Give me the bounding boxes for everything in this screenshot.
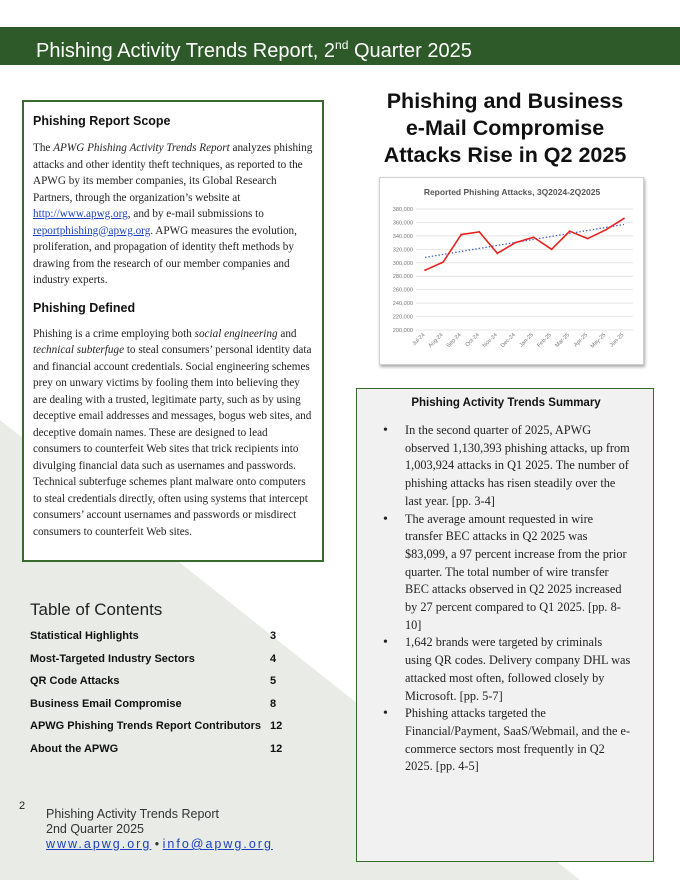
toc-title: Table of Contents bbox=[30, 600, 163, 619]
data-point bbox=[605, 229, 607, 231]
summary-bullet: • 1,642 brands were targeted by criminals using QR codes. Delivery company DHL was attacked most often, followed closely by Microsoft. [pp. 5-7] bbox=[381, 634, 631, 705]
toc-page: 8 bbox=[270, 697, 277, 710]
toc-row[interactable] bbox=[30, 718, 300, 741]
series-line bbox=[425, 218, 624, 270]
toc-label: QR Code Attacks bbox=[30, 675, 120, 688]
chart-title: Reported Phishing Attacks, 3Q2024-2Q2025 bbox=[423, 187, 601, 197]
summary-box bbox=[356, 388, 654, 862]
footer-report-title: Phishing Activity Trends Report bbox=[46, 807, 219, 821]
header-bar bbox=[0, 27, 680, 65]
summary-title: Phishing Activity Trends Summary bbox=[411, 397, 601, 409]
toc-label: Most-Targeted Industry Sectors bbox=[30, 652, 195, 665]
footer-website-link[interactable]: www.apwg.org bbox=[46, 837, 152, 851]
x-tick-label: Jun-25 bbox=[609, 332, 626, 349]
data-point bbox=[587, 238, 589, 240]
y-tick-label: 280,000 bbox=[392, 274, 413, 281]
y-tick-label: 200,000 bbox=[392, 328, 413, 334]
data-point bbox=[496, 252, 498, 254]
y-tick-label: 360,000 bbox=[392, 220, 413, 227]
x-tick-label: Apr-25 bbox=[573, 332, 590, 349]
y-tick-label: 220,000 bbox=[392, 314, 413, 321]
scope-heading: Phishing Report Scope bbox=[33, 114, 171, 128]
main-title bbox=[360, 88, 650, 169]
y-tick-label: 260,000 bbox=[392, 287, 413, 294]
summary-bullet: • The average amount requested in wire transfer BEC attacks in Q2 2025 was $83,099, a 97 percent increase from the prior quarter. The total number of wire transfer BEC attacks observed in Q2 2025 increased by 27 percent compared to Q1 2025. [pp. 8-10] bbox=[381, 511, 631, 635]
toc-page: 5 bbox=[270, 675, 277, 688]
y-tick-label: 300,000 bbox=[392, 260, 413, 267]
data-point bbox=[551, 248, 553, 250]
main-title-line: Phishing and Business bbox=[386, 89, 624, 113]
x-tick-label: Oct-24 bbox=[464, 332, 481, 349]
x-tick-label: Sep-24 bbox=[445, 332, 463, 350]
toc-row[interactable] bbox=[30, 696, 300, 719]
header-title-sup: nd bbox=[335, 38, 349, 52]
data-point bbox=[533, 236, 535, 238]
footer-quarter: 2nd Quarter 2025 bbox=[46, 822, 144, 836]
apwg-website-link[interactable]: http://www.apwg.org bbox=[33, 208, 128, 220]
report-email-link[interactable]: reportphishing@apwg.org bbox=[33, 224, 151, 237]
page-number: 2 bbox=[19, 800, 26, 812]
toc-page: 12 bbox=[270, 720, 283, 733]
x-tick-label: Nov-24 bbox=[481, 332, 499, 350]
x-tick-label: Dec-24 bbox=[499, 332, 517, 350]
main-title-line: e-Mail Compromise bbox=[405, 116, 605, 140]
chart-svg bbox=[380, 178, 645, 366]
y-tick-label: 340,000 bbox=[392, 233, 413, 240]
footer bbox=[46, 807, 273, 852]
toc-row[interactable] bbox=[30, 651, 300, 674]
y-tick-label: 240,000 bbox=[392, 301, 413, 308]
x-tick-label: Aug-24 bbox=[427, 332, 445, 350]
x-tick-label: May-25 bbox=[589, 332, 608, 350]
data-point bbox=[569, 230, 571, 232]
y-tick-label: 320,000 bbox=[392, 247, 413, 254]
table-of-contents bbox=[30, 600, 300, 764]
phishing-chart bbox=[379, 177, 644, 365]
data-point bbox=[623, 218, 625, 220]
toc-label: About the APWG bbox=[30, 742, 119, 755]
summary-bullet: • Phishing attacks targeted the Financial/Payment, SaaS/Webmail, and the e-commerce sectors most frequently in Q2 2025. [pp. 4-5] bbox=[381, 705, 631, 776]
data-point bbox=[460, 234, 462, 236]
x-tick-label: Jul-24 bbox=[411, 332, 427, 348]
footer-email-link[interactable]: info@apwg.org bbox=[162, 837, 273, 851]
toc-page: 3 bbox=[270, 630, 277, 642]
toc-label: Business Email Compromise bbox=[30, 697, 182, 710]
defined-heading: Phishing Defined bbox=[33, 300, 136, 315]
toc-label: Statistical Highlights bbox=[30, 630, 139, 642]
toc-row[interactable] bbox=[30, 628, 300, 651]
toc-label: APWG Phishing Trends Report Contributors bbox=[30, 720, 261, 733]
header-title: Phishing Activity Trends Report, 2 bbox=[36, 40, 336, 62]
x-tick-label: Mar-25 bbox=[554, 332, 572, 349]
x-tick-label: Jan-25 bbox=[518, 332, 535, 349]
summary-list bbox=[381, 422, 631, 776]
data-point bbox=[442, 261, 444, 263]
x-tick-label: Feb-25 bbox=[536, 332, 554, 349]
data-point bbox=[515, 242, 517, 244]
header-title-end: Quarter 2025 bbox=[348, 40, 472, 62]
toc-page: 4 bbox=[270, 652, 277, 665]
data-point bbox=[424, 269, 426, 271]
y-tick-label: 380,000 bbox=[392, 207, 413, 213]
main-title-line: Attacks Rise in Q2 2025 bbox=[383, 143, 627, 167]
summary-bullet: • In the second quarter of 2025, APWG observed 1,130,393 phishing attacks, up from 1,003,924 attacks in Q1 2025. The number of phishing attacks has risen steadily over the last year. [pp. 3-4] bbox=[381, 422, 631, 511]
toc-row[interactable] bbox=[30, 741, 300, 764]
scope-box bbox=[22, 100, 324, 562]
scope-paragraph: The APWG Phishing Activity Trends Report analyzes phishing attacks and other identity theft techniques, as reported to the APWG by its member companies, its Global Research Partners, through the organization’s website at http://www.apwg.org, and by e-mail submissions to reportphishing@apwg.org. APWG measures the evolution, proliferation, and propagation of identity theft methods by drawing from the research of our member companies and industry experts. bbox=[33, 142, 313, 286]
data-point bbox=[478, 231, 480, 233]
toc-row[interactable] bbox=[30, 673, 300, 696]
trendline bbox=[425, 224, 624, 257]
defined-paragraph: Phishing is a crime employing both social engineering and technical subterfuge to steal consumers’ personal identity data and financial account credentials. Social engineering schemes prey on unwary victims by fooling them into believing they are dealing with a trusted, legitimate party, such as by using deceptive email addresses and messages, bogus web sites, and deceptive domain names. These are designed to lead consumers to counterfeit Web sites that trick recipients into divulging financial data such as usernames and passwords. Technical subterfuge schemes plant malware onto computers to steal credentials directly, often using systems that intercept consumers’ account usernames and passwords or misdirect consumers to counterfeit Web sites. bbox=[33, 327, 312, 538]
report-name: APWG Phishing Activity Trends Report bbox=[53, 142, 230, 154]
footer-separator: • bbox=[151, 837, 163, 851]
toc-page: 12 bbox=[270, 742, 283, 755]
